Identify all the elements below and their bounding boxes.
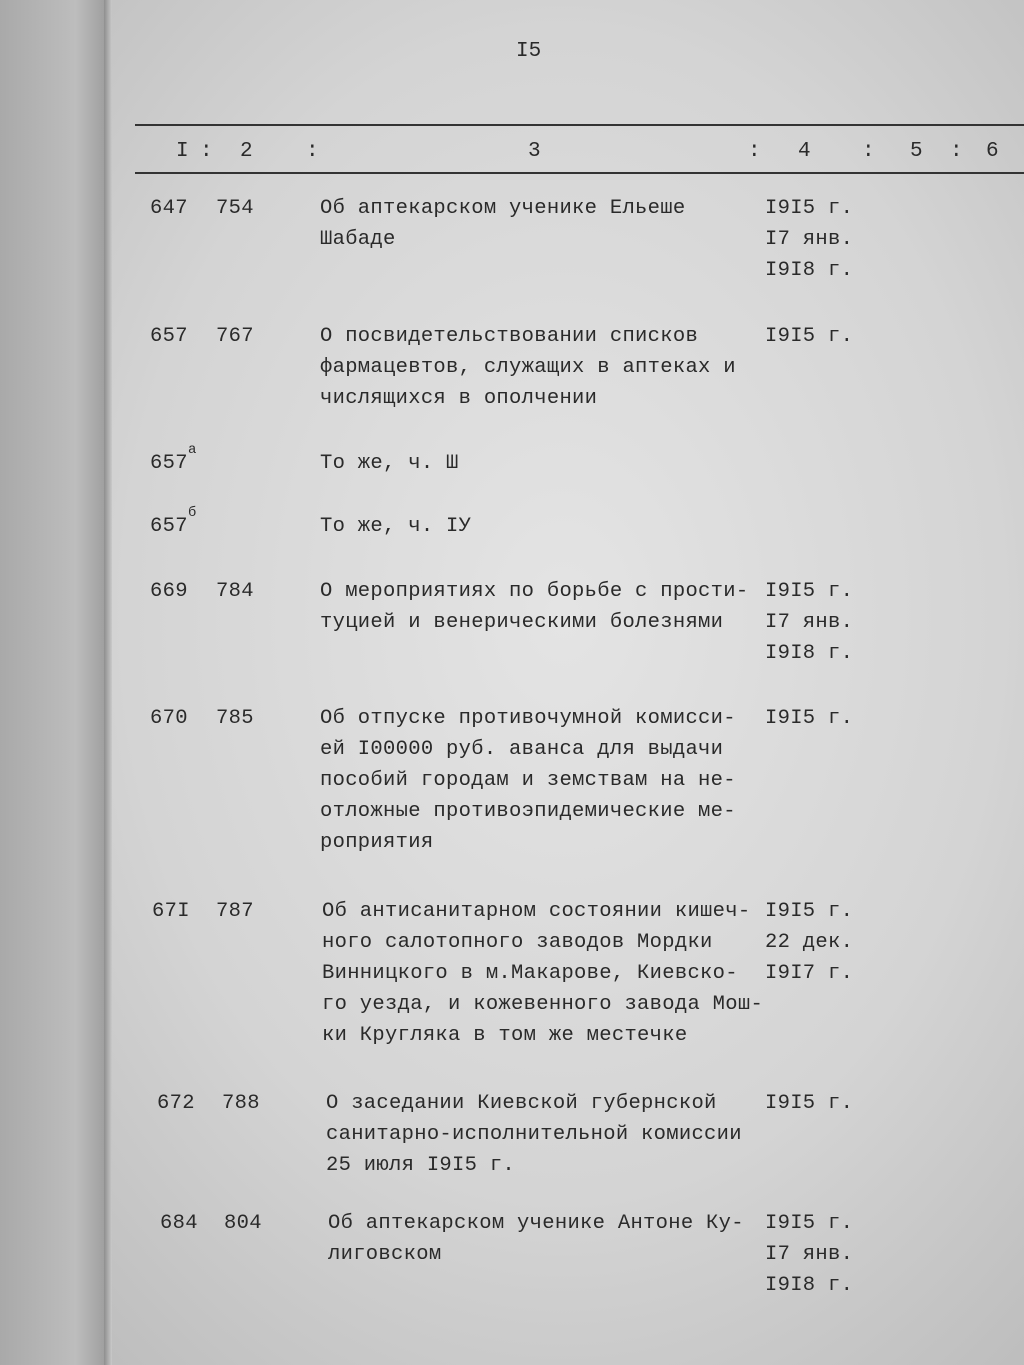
archive-number-suffix: а bbox=[188, 442, 197, 458]
archive-number: 647 bbox=[150, 197, 188, 220]
archive-number: 669 bbox=[150, 580, 188, 603]
description-line: отложные противоэпидемические ме- bbox=[320, 800, 736, 823]
description-line: Шабаде bbox=[320, 228, 396, 251]
description-line: ного салотопного заводов Мордки bbox=[322, 931, 713, 954]
date-line: I9I7 г. bbox=[765, 962, 854, 985]
date-line: I7 янв. bbox=[765, 228, 854, 251]
description-line: Об аптекарском ученике Ельеше bbox=[320, 197, 686, 220]
header-col-6: 6 bbox=[986, 140, 999, 163]
date-line: I9I5 г. bbox=[765, 707, 854, 730]
description-line: числящихся в ополчении bbox=[320, 387, 598, 410]
date-line: I9I5 г. bbox=[765, 197, 854, 220]
description-line: 25 июля I9I5 г. bbox=[326, 1154, 516, 1177]
description-line: ей I00000 руб. аванса для выдачи bbox=[320, 738, 724, 761]
header-bottom-rule bbox=[135, 172, 1024, 174]
description-line: ки Кругляка в том же местечке bbox=[322, 1024, 688, 1047]
archive-number: 67I bbox=[152, 900, 190, 923]
header-sep: : bbox=[748, 140, 761, 163]
date-line: I9I8 г. bbox=[765, 642, 854, 665]
header-col-4: 4 bbox=[798, 140, 811, 163]
description-line: Об отпуске противочумной комисси- bbox=[320, 707, 736, 730]
description-line: О посвидетельствовании списков bbox=[320, 325, 699, 348]
date-line: 22 дек. bbox=[765, 931, 854, 954]
page-fold bbox=[104, 0, 112, 1365]
date-line: I9I5 г. bbox=[765, 1212, 854, 1235]
left-page-edge bbox=[0, 0, 108, 1365]
header-top-rule bbox=[135, 124, 1024, 126]
old-number: 785 bbox=[216, 707, 254, 730]
description-line: туцией и венерическими болезнями bbox=[320, 611, 724, 634]
date-line: I7 янв. bbox=[765, 611, 854, 634]
archive-number: 672 bbox=[157, 1092, 195, 1115]
archive-number: 657 bbox=[150, 515, 188, 538]
archive-number-suffix: б bbox=[188, 505, 197, 521]
date-line: I9I8 г. bbox=[765, 1274, 854, 1297]
description-line: Об антисанитарном состоянии кишеч- bbox=[322, 900, 751, 923]
header-col-2: 2 bbox=[240, 140, 253, 163]
old-number: 804 bbox=[224, 1212, 262, 1235]
header-col-3: 3 bbox=[528, 140, 541, 163]
archive-number: 684 bbox=[160, 1212, 198, 1235]
description-line: лиговском bbox=[328, 1243, 442, 1266]
page-number: I5 bbox=[516, 40, 542, 63]
description-line: Об аптекарском ученике Антоне Ку- bbox=[328, 1212, 744, 1235]
header-col-1: I bbox=[176, 140, 189, 163]
description-line: санитарно-исполнительной комиссии bbox=[326, 1123, 742, 1146]
description-line: О мероприятиях по борьбе с прости- bbox=[320, 580, 749, 603]
old-number: 754 bbox=[216, 197, 254, 220]
header-sep: : bbox=[306, 140, 319, 163]
old-number: 788 bbox=[222, 1092, 260, 1115]
description-line: го уезда, и кожевенного завода Мош- bbox=[322, 993, 764, 1016]
description-line: То же, ч. Ш bbox=[320, 452, 459, 475]
old-number: 784 bbox=[216, 580, 254, 603]
date-line: I9I8 г. bbox=[765, 259, 854, 282]
date-line: I7 янв. bbox=[765, 1243, 854, 1266]
description-line: Винницкого в м.Макарове, Киевско- bbox=[322, 962, 738, 985]
date-line: I9I5 г. bbox=[765, 325, 854, 348]
description-line: пособий городам и земствам на не- bbox=[320, 769, 736, 792]
date-line: I9I5 г. bbox=[765, 1092, 854, 1115]
archive-number: 670 bbox=[150, 707, 188, 730]
date-line: I9I5 г. bbox=[765, 900, 854, 923]
header-sep: : bbox=[200, 140, 213, 163]
date-line: I9I5 г. bbox=[765, 580, 854, 603]
description-line: То же, ч. IУ bbox=[320, 515, 472, 538]
description-line: О заседании Киевской губернской bbox=[326, 1092, 717, 1115]
header-sep: : bbox=[950, 140, 963, 163]
header-col-5: 5 bbox=[910, 140, 923, 163]
archive-number: 657 bbox=[150, 452, 188, 475]
description-line: фармацевтов, служащих в аптеках и bbox=[320, 356, 736, 379]
archive-number: 657 bbox=[150, 325, 188, 348]
header-sep: : bbox=[862, 140, 875, 163]
old-number: 787 bbox=[216, 900, 254, 923]
description-line: роприятия bbox=[320, 831, 434, 854]
old-number: 767 bbox=[216, 325, 254, 348]
